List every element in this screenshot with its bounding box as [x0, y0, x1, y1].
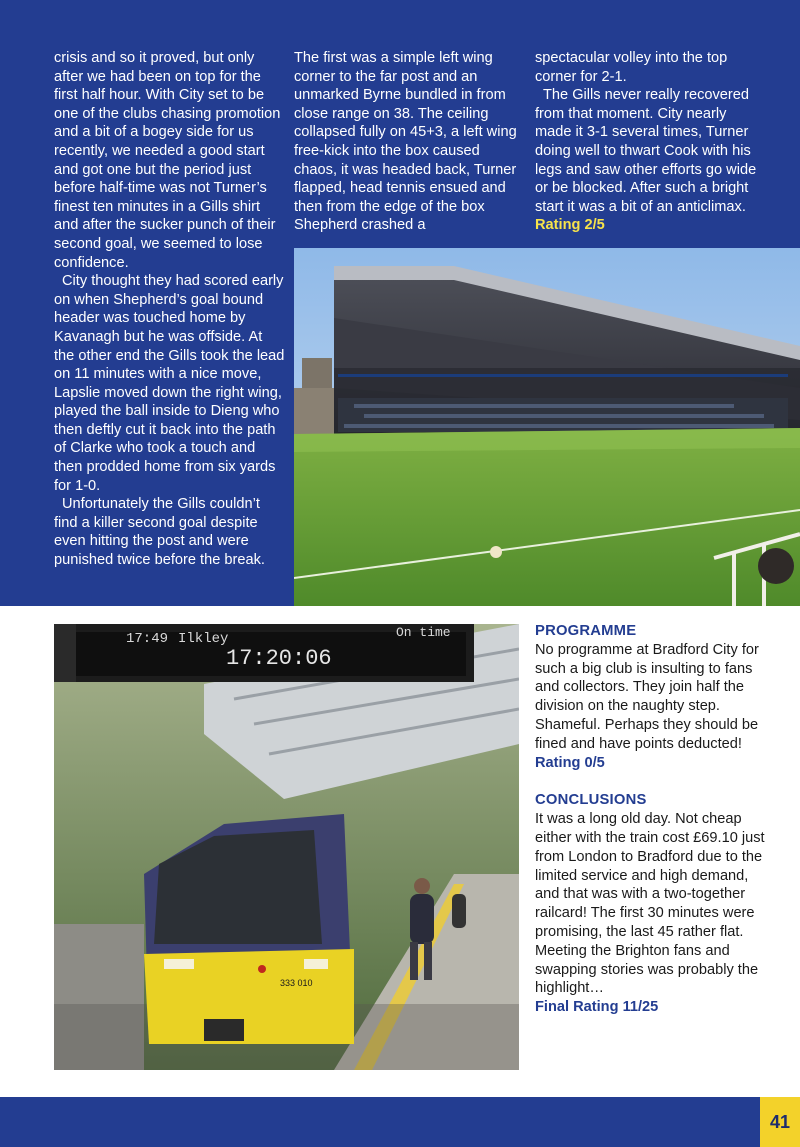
train-number: 333 010: [280, 978, 313, 988]
conclusions-heading: CONCLUSIONS: [535, 792, 647, 809]
programme-text: No programme at Bradford City for such a big club is insulting to fans and collectors. They join half the division on the naughty step. Shameful. Perhaps they should be fined and have points deducted!: [535, 641, 759, 752]
board-clock: 17:20:06: [226, 646, 332, 671]
train-photo: [54, 624, 519, 1070]
final-rating: Final Rating 11/25: [535, 999, 659, 1016]
column3-paragraph-1: spectacular volley into the top corner for 2-1.: [535, 50, 728, 85]
article-column-3: [535, 49, 763, 235]
article-column-2: [294, 49, 526, 235]
column1-paragraph-2: City thought they had scored early on when Shepherd’s goal bound header was touched home by Kavanagh but he was offside. At the other end the Gills took the lead on 11 minutes with a nice move, Lapslie moved down the right wing, played the ball inside to Dieng who then deftly cut it back into the path of Clarke who took a touch and then prodded home from six yards for 1-0.: [54, 273, 285, 494]
right-text-column: [535, 622, 765, 1017]
board-departure-time: 17:49: [126, 631, 169, 647]
bottom-blue-band: [0, 1097, 800, 1147]
column2-paragraph-1: The first was a simple left wing corner to the far post and an unmarked Byrne bundled in from close range on 38. The ceiling collapsed fully on 45+3, a left wing free-kick into the box caused chaos, it was headed back, Turner flapped, head tennis ensued and then from the edge of the box Shepherd crashed a: [294, 50, 517, 234]
conclusions-text: It was a long old day. Not cheap either with the train cost £69.10 just from London to Bradford due to the limited service and high demand, and that was with a two-together railcard! The first 30 minutes were promising, the last 45 rather flat. Meeting the Brighton fans and swapping stories was probably the highlight…: [535, 811, 765, 997]
match-rating: Rating 2/5: [535, 217, 605, 234]
programme-rating: Rating 0/5: [535, 754, 605, 771]
board-status: On time: [396, 625, 451, 640]
stadium-photo: [294, 248, 800, 606]
stadium-illustration: [294, 248, 800, 606]
programme-heading: PROGRAMME: [535, 623, 637, 639]
column1-paragraph-1: crisis and so it proved, but only after we had been on top for the first half hour. With City set to be one of the clubs chasing promotion and a bit of a bogey side for us recently, we needed a good start and got one but the period just before half-time was not Turner’s finest ten minutes in a Gills shirt and after the sucker punch of their second goal, we seemed to lose confidence.: [54, 50, 281, 271]
train-station-illustration: [54, 624, 519, 1070]
page-number: 41: [760, 1097, 800, 1147]
column3-paragraph-2: The Gills never really recovered from that moment. City nearly made it 3-1 several times, Turner doing well to thwart Cook with his legs and saw other efforts go wide or be blocked. After such a bright start it was a bit of an anticlimax.: [535, 87, 757, 215]
board-destination: Ilkley: [178, 631, 229, 647]
column1-paragraph-3: Unfortunately the Gills couldn’t find a killer second goal despite even hitting the post and were punished twice before the break.: [54, 496, 265, 569]
article-column-1: [54, 49, 286, 570]
